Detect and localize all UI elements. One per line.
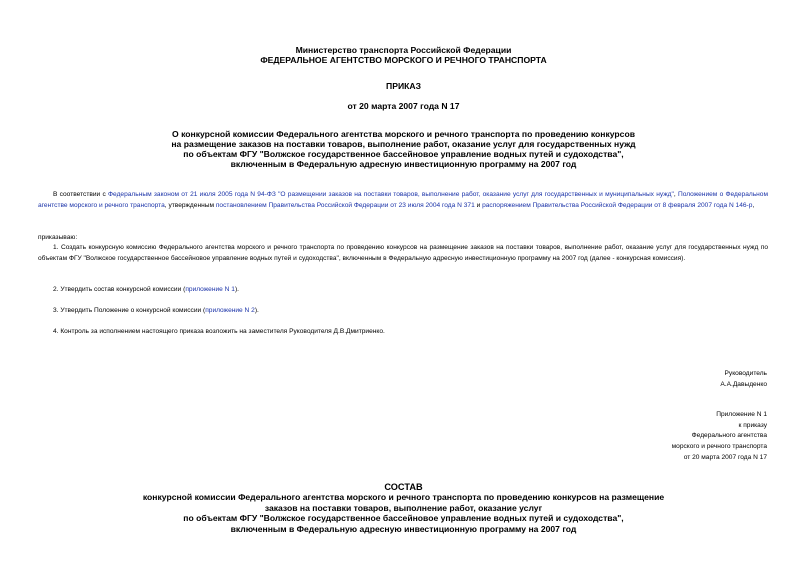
appendix-line: Приложение N 1 [716, 411, 767, 418]
preamble-text: , [752, 201, 755, 209]
item-text: 3. Утвердить Положение о конкурсной комиссии ( [53, 307, 206, 314]
signatory-position: Руководитель [724, 370, 767, 377]
preamble-text: , утвержденным [164, 201, 216, 209]
appendix-line: от 20 марта 2007 года N 17 [683, 453, 767, 461]
appendix-line: Федерального агентства [691, 432, 767, 440]
composition-line: заказов на поставки товаров, выполнение работ, оказание услуг [264, 502, 543, 513]
order-title [0, 129, 807, 169]
appendix-line: морского и речного транспорта [671, 443, 767, 451]
appendix-2-link[interactable]: приложение N 2 [205, 307, 255, 314]
composition-heading: СОСТАВ [384, 482, 423, 492]
government-order-link[interactable]: распоряжением Правительства Российской Федерации от 8 февраля 2007 года N 146-р [482, 201, 753, 209]
ministry-name: Министерство транспорта Российской Федерации [295, 45, 512, 55]
order-item-3 [53, 306, 259, 317]
appendix-reference [600, 410, 767, 464]
title-line: по объектам ФГУ "Волжское государственное бассейновое управление водных путей и судоходства", [183, 149, 624, 159]
doc-type: ПРИКАЗ [386, 81, 421, 91]
government-decree-link[interactable]: постановлением Правительства Российской Федерации от 23 июля 2004 года N 371 [215, 201, 475, 209]
doc-date: от 20 марта 2007 года N 17 [347, 101, 460, 111]
preamble-text: и [474, 201, 483, 209]
signature-block [600, 369, 767, 390]
title-line: на размещение заказов на поставки товаров, выполнение работ, оказание услуг для государственных нужд [171, 139, 636, 149]
item-text: ). [234, 286, 239, 293]
appendix-line: к приказу [738, 421, 767, 429]
item-text: ). [254, 307, 259, 314]
preamble-text: В соответствии с [53, 191, 109, 198]
preamble-paragraph [38, 190, 768, 211]
appendix-1-link[interactable]: приложение N 1 [185, 286, 235, 293]
ministry-heading [0, 45, 807, 65]
composition-line: по объектам ФГУ "Волжское государственное бассейновое управление водных путей и судоходства", [183, 513, 624, 523]
agency-name: ФЕДЕРАЛЬНОЕ АГЕНТСТВО МОРСКОГО И РЕЧНОГО ТРАНСПОРТА [260, 55, 547, 65]
regulation-link[interactable]: Положением о Федеральном агентстве морского и речного транспорта [38, 191, 769, 209]
federal-law-link[interactable]: Федеральным законом от 21 июля 2005 года N 94-ФЗ "О размещении заказов на поставки товаров, выполнение работ, оказание услуг для государственных и муниципальных нужд" [108, 191, 674, 198]
title-line: включенным в Федеральную адресную инвестиционную программу на 2007 год [230, 159, 577, 169]
order-item-1: 1. Создать конкурсную комиссию Федерального агентства морского и речного транспорта по проведению конкурсов на размещение заказов на поставки товаров, выполнение работ, оказание услуг для государственных нужд по объектам ФГУ "Волжское государственное бассейновое управление водных путей и судоходства", включенным в Федеральную адресную инвестиционную программу на 2007 год (далее - конкурсная комиссия). [38, 244, 768, 262]
preamble-text: , [673, 191, 678, 198]
title-line: О конкурсной комиссии Федерального агентства морского и речного транспорта по проведению конкурсов [172, 129, 635, 139]
order-word: приказываю: [38, 234, 78, 241]
composition-line: включенным в Федеральную адресную инвестиционную программу на 2007 год [230, 523, 577, 534]
signatory-name: А.А.Давыденко [720, 380, 767, 388]
order-item-4: 4. Контроль за исполнением настоящего приказа возложить на заместителя Руководителя Д.В.Дмитриенко. [53, 328, 385, 335]
composition-title [0, 492, 807, 534]
composition-line: конкурсной комиссии Федерального агентства морского и речного транспорта по проведению конкурсов на размещение [142, 492, 665, 502]
order-item-2 [53, 285, 239, 296]
item-text: 2. Утвердить состав конкурсной комиссии ( [53, 286, 186, 293]
